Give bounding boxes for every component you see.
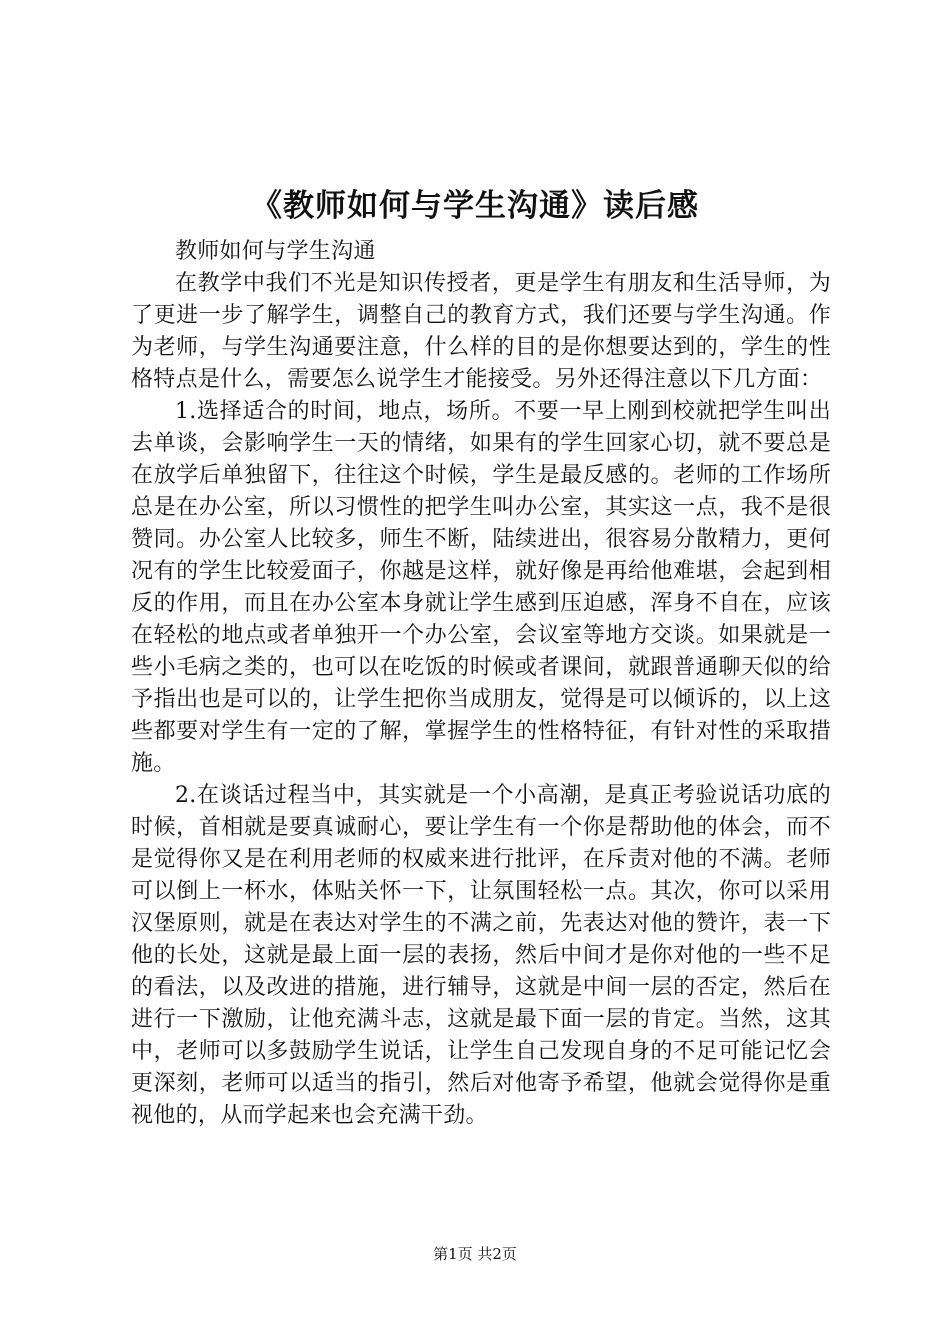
paragraph-subtitle: 教师如何与学生沟通 <box>175 239 376 264</box>
page-number-footer: 第1页 共2页 <box>433 1245 517 1263</box>
document-body <box>131 236 831 1132</box>
document-title: 《教师如何与学生沟通》读后感 <box>251 188 699 224</box>
paragraph-point-2: 2.在谈话过程当中，其实就是一个小高潮，是真正考验说话功底的时候，首相就是要真诚耐心，要让学生有一个你是帮助他的体会，而不是觉得你又是在利用老师的权威来进行批评，在斥责对他的不满。老师可以倒上一杯水，体贴关怀一下，让氛围轻松一点。其次，你可以采用汉堡原则，就是在表达对学生的不满之前，先表达对他的赞许，表一下他的长处，这就是最上面一层的表扬，然后中间才是你对他的一些不足的看法，以及改进的措施，进行辅导，这就是中间一层的否定，然后在进行一下激励，让他充满斗志，这就是最下面一层的肯定。当然，这其中，老师可以多鼓励学生说话，让学生自己发现自身的不足可能记忆会更深刻，老师可以适当的指引，然后对他寄予希望，他就会觉得你是重视他的，从而学起来也会充满干劲。 <box>131 783 831 1128</box>
paragraph-point-1: 1.选择适合的时间，地点，场所。不要一早上刚到校就把学生叫出去单谈，会影响学生一天的情绪，如果有的学生回家心切，就不要总是在放学后单独留下，往往这个时候，学生是最反感的。老师的工作场所总是在办公室，所以习惯性的把学生叫办公室，其实这一点，我不是很赞同。办公室人比较多，师生不断，陆续进出，很容易分散精力，更何况有的学生比较爱面子，你越是这样，就好像是再给他难堪，会起到相反的作用，而且在办公室本身就让学生感到压迫感，浑身不自在，应该在轻松的地点或者单独开一个办公室，会议室等地方交谈。如果就是一些小毛病之类的，也可以在吃饭的时候或者课间，就跟普通聊天似的给予指出也是可以的，让学生把你当成朋友，觉得是可以倾诉的，以上这些都要对学生有一定的了解，掌握学生的性格特征，有针对性的采取措施。 <box>131 399 831 776</box>
paragraph-intro: 在教学中我们不光是知识传授者，更是学生有朋友和生活导师，为了更进一步了解学生，调整自己的教育方式，我们还要与学生沟通。作为老师，与学生沟通要注意，什么样的目的是你想要达到的，学生的性格特点是什么，需要怎么说学生才能接受。另外还得注意以下几方面： <box>131 271 831 392</box>
